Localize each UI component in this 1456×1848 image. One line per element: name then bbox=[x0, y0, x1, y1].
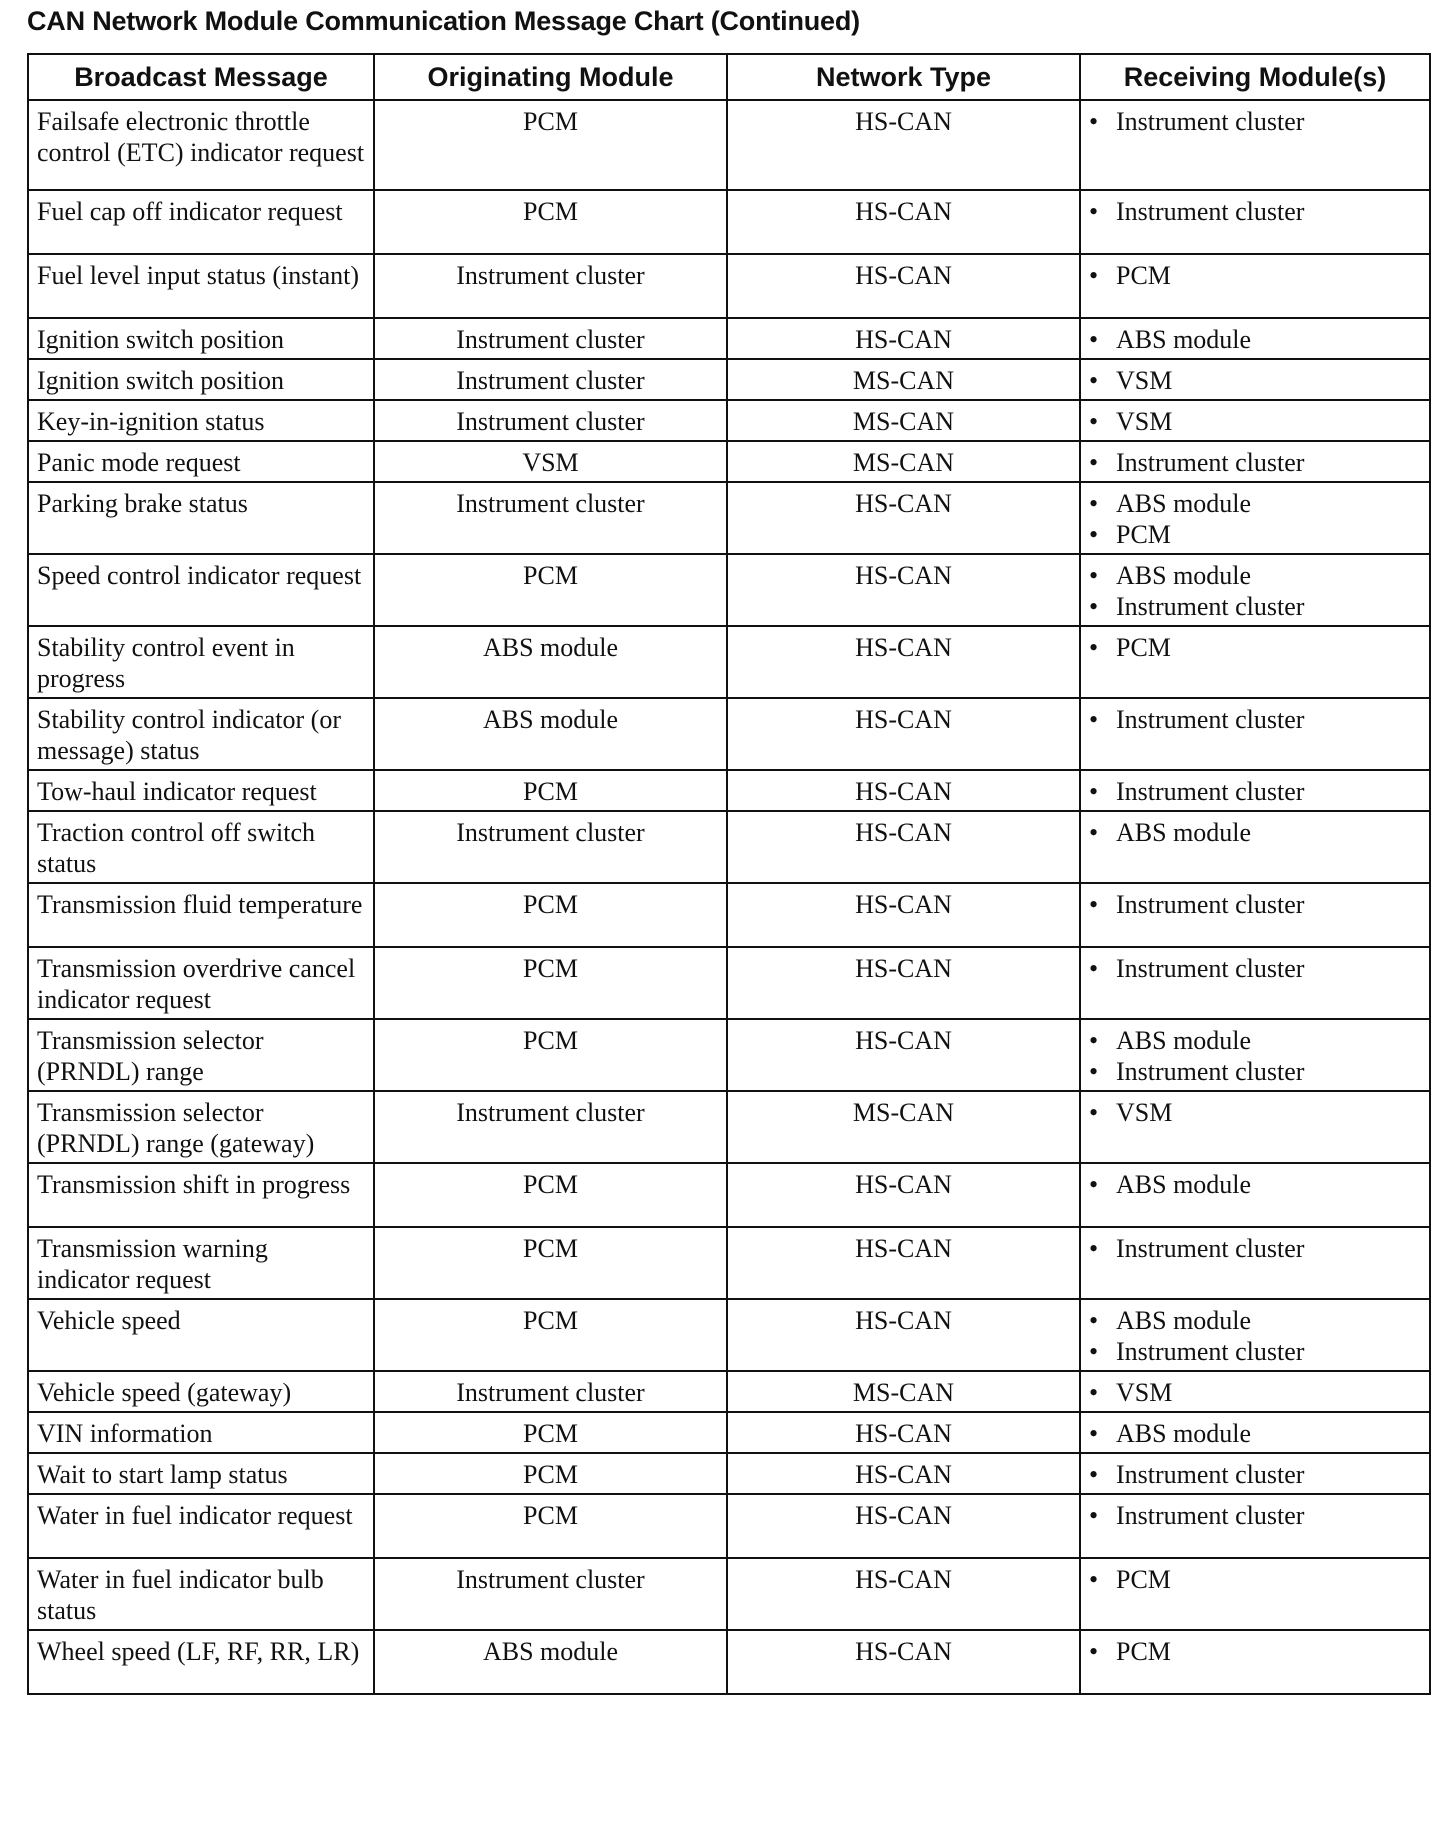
receiving-modules-list bbox=[1089, 889, 1421, 920]
broadcast-message-cell: Fuel level input status (instant) bbox=[28, 254, 374, 318]
receiving-modules-cell bbox=[1080, 626, 1430, 698]
broadcast-message-cell: Transmission fluid temperature bbox=[28, 883, 374, 947]
originating-module-cell: PCM bbox=[374, 190, 727, 254]
network-type-cell: HS-CAN bbox=[727, 254, 1080, 318]
receiving-module-item: • Instrument cluster bbox=[1089, 704, 1421, 735]
receiving-modules-list bbox=[1089, 1169, 1421, 1200]
originating-module-cell: PCM bbox=[374, 1453, 727, 1494]
receiving-modules-list bbox=[1089, 196, 1421, 227]
network-type-cell: HS-CAN bbox=[727, 947, 1080, 1019]
receiving-module-item: • Instrument cluster bbox=[1089, 889, 1421, 920]
message-chart-table bbox=[27, 53, 1431, 1695]
originating-module-cell: PCM bbox=[374, 1163, 727, 1227]
receiving-modules-list bbox=[1089, 1459, 1421, 1490]
broadcast-message-cell: Transmission warning indicator request bbox=[28, 1227, 374, 1299]
receiving-module-item: • Instrument cluster bbox=[1089, 591, 1421, 622]
receiving-modules-cell bbox=[1080, 1412, 1430, 1453]
network-type-cell: HS-CAN bbox=[727, 100, 1080, 190]
network-type-cell: MS-CAN bbox=[727, 400, 1080, 441]
network-type-cell: HS-CAN bbox=[727, 1558, 1080, 1630]
originating-module-cell: PCM bbox=[374, 554, 727, 626]
network-type-cell: HS-CAN bbox=[727, 1630, 1080, 1694]
receiving-module-item: • ABS module bbox=[1089, 1169, 1421, 1200]
receiving-module-item: • VSM bbox=[1089, 406, 1421, 437]
receiving-modules-cell bbox=[1080, 811, 1430, 883]
receiving-modules-cell bbox=[1080, 1630, 1430, 1694]
table-row bbox=[28, 554, 1430, 626]
table-header-row bbox=[28, 54, 1430, 100]
broadcast-message-cell: Stability control indicator (or message) status bbox=[28, 698, 374, 770]
originating-module-cell: Instrument cluster bbox=[374, 1091, 727, 1163]
originating-module-cell: Instrument cluster bbox=[374, 811, 727, 883]
receiving-modules-list bbox=[1089, 1305, 1421, 1367]
receiving-modules-cell bbox=[1080, 100, 1430, 190]
receiving-modules-cell bbox=[1080, 1371, 1430, 1412]
receiving-modules-cell bbox=[1080, 947, 1430, 1019]
receiving-module-item: • Instrument cluster bbox=[1089, 1500, 1421, 1531]
originating-module-cell: ABS module bbox=[374, 1630, 727, 1694]
receiving-module-item: • ABS module bbox=[1089, 817, 1421, 848]
originating-module-cell: Instrument cluster bbox=[374, 254, 727, 318]
network-type-cell: HS-CAN bbox=[727, 1299, 1080, 1371]
table-row bbox=[28, 359, 1430, 400]
table-row bbox=[28, 698, 1430, 770]
table-row bbox=[28, 1299, 1430, 1371]
table-row bbox=[28, 1412, 1430, 1453]
broadcast-message-cell: Water in fuel indicator bulb status bbox=[28, 1558, 374, 1630]
table-row bbox=[28, 883, 1430, 947]
receiving-module-item: • PCM bbox=[1089, 1636, 1421, 1667]
network-type-cell: MS-CAN bbox=[727, 359, 1080, 400]
broadcast-message-cell: Vehicle speed bbox=[28, 1299, 374, 1371]
originating-module-cell: Instrument cluster bbox=[374, 1371, 727, 1412]
broadcast-message-cell: Transmission overdrive cancel indicator request bbox=[28, 947, 374, 1019]
broadcast-message-cell: Wheel speed (LF, RF, RR, LR) bbox=[28, 1630, 374, 1694]
originating-module-cell: VSM bbox=[374, 441, 727, 482]
originating-module-cell: Instrument cluster bbox=[374, 359, 727, 400]
receiving-modules-cell bbox=[1080, 554, 1430, 626]
network-type-cell: MS-CAN bbox=[727, 441, 1080, 482]
receiving-modules-cell bbox=[1080, 1453, 1430, 1494]
receiving-modules-list bbox=[1089, 1636, 1421, 1667]
receiving-modules-list bbox=[1089, 1377, 1421, 1408]
broadcast-message-cell: Panic mode request bbox=[28, 441, 374, 482]
network-type-cell: HS-CAN bbox=[727, 554, 1080, 626]
header-broadcast-message: Broadcast Message bbox=[28, 54, 374, 100]
table-row bbox=[28, 1371, 1430, 1412]
network-type-cell: HS-CAN bbox=[727, 698, 1080, 770]
receiving-module-item: • VSM bbox=[1089, 365, 1421, 396]
table-row bbox=[28, 1227, 1430, 1299]
table-row bbox=[28, 441, 1430, 482]
receiving-modules-list bbox=[1089, 1500, 1421, 1531]
broadcast-message-cell: VIN information bbox=[28, 1412, 374, 1453]
table-row bbox=[28, 482, 1430, 554]
originating-module-cell: PCM bbox=[374, 1019, 727, 1091]
network-type-cell: HS-CAN bbox=[727, 1019, 1080, 1091]
receiving-module-item: • Instrument cluster bbox=[1089, 1336, 1421, 1367]
receiving-modules-list bbox=[1089, 817, 1421, 848]
network-type-cell: HS-CAN bbox=[727, 1163, 1080, 1227]
receiving-modules-cell bbox=[1080, 482, 1430, 554]
page-title: CAN Network Module Communication Message Chart (Continued) bbox=[27, 6, 860, 36]
table-row bbox=[28, 947, 1430, 1019]
table-row bbox=[28, 1019, 1430, 1091]
table-row bbox=[28, 1163, 1430, 1227]
receiving-module-item: • ABS module bbox=[1089, 560, 1421, 591]
receiving-modules-list bbox=[1089, 1564, 1421, 1595]
receiving-module-item: • ABS module bbox=[1089, 488, 1421, 519]
receiving-module-item: • VSM bbox=[1089, 1097, 1421, 1128]
network-type-cell: HS-CAN bbox=[727, 190, 1080, 254]
receiving-modules-cell bbox=[1080, 318, 1430, 359]
receiving-module-item: • PCM bbox=[1089, 519, 1421, 550]
table-body bbox=[28, 100, 1430, 1694]
receiving-modules-list bbox=[1089, 1097, 1421, 1128]
receiving-modules-cell bbox=[1080, 1494, 1430, 1558]
receiving-modules-cell bbox=[1080, 400, 1430, 441]
receiving-modules-list bbox=[1089, 106, 1421, 137]
network-type-cell: HS-CAN bbox=[727, 1412, 1080, 1453]
receiving-modules-cell bbox=[1080, 1299, 1430, 1371]
receiving-module-item: • Instrument cluster bbox=[1089, 1233, 1421, 1264]
receiving-module-item: • PCM bbox=[1089, 632, 1421, 663]
originating-module-cell: PCM bbox=[374, 883, 727, 947]
receiving-module-item: • ABS module bbox=[1089, 1418, 1421, 1449]
receiving-modules-list bbox=[1089, 704, 1421, 735]
originating-module-cell: PCM bbox=[374, 1412, 727, 1453]
broadcast-message-cell: Transmission selector (PRNDL) range (gateway) bbox=[28, 1091, 374, 1163]
receiving-modules-cell bbox=[1080, 1163, 1430, 1227]
originating-module-cell: PCM bbox=[374, 947, 727, 1019]
receiving-modules-cell bbox=[1080, 1019, 1430, 1091]
broadcast-message-cell: Transmission selector (PRNDL) range bbox=[28, 1019, 374, 1091]
receiving-modules-list bbox=[1089, 560, 1421, 622]
receiving-modules-cell bbox=[1080, 1558, 1430, 1630]
broadcast-message-cell: Ignition switch position bbox=[28, 359, 374, 400]
table-row bbox=[28, 1630, 1430, 1694]
receiving-modules-list bbox=[1089, 632, 1421, 663]
table-row bbox=[28, 811, 1430, 883]
originating-module-cell: PCM bbox=[374, 1299, 727, 1371]
receiving-modules-list bbox=[1089, 776, 1421, 807]
receiving-modules-list bbox=[1089, 1233, 1421, 1264]
receiving-modules-cell bbox=[1080, 883, 1430, 947]
receiving-module-item: • ABS module bbox=[1089, 324, 1421, 355]
receiving-module-item: • PCM bbox=[1089, 1564, 1421, 1595]
receiving-modules-cell bbox=[1080, 698, 1430, 770]
receiving-modules-list bbox=[1089, 953, 1421, 984]
receiving-modules-list bbox=[1089, 324, 1421, 355]
table-row bbox=[28, 318, 1430, 359]
originating-module-cell: Instrument cluster bbox=[374, 482, 727, 554]
receiving-module-item: • VSM bbox=[1089, 1377, 1421, 1408]
originating-module-cell: PCM bbox=[374, 770, 727, 811]
header-network-type: Network Type bbox=[727, 54, 1080, 100]
network-type-cell: HS-CAN bbox=[727, 318, 1080, 359]
receiving-modules-cell bbox=[1080, 1227, 1430, 1299]
originating-module-cell: PCM bbox=[374, 100, 727, 190]
receiving-module-item: • Instrument cluster bbox=[1089, 1459, 1421, 1490]
table-row bbox=[28, 1453, 1430, 1494]
receiving-module-item: • Instrument cluster bbox=[1089, 1056, 1421, 1087]
table-row bbox=[28, 1091, 1430, 1163]
header-originating-module: Originating Module bbox=[374, 54, 727, 100]
table-row bbox=[28, 1558, 1430, 1630]
receiving-modules-list bbox=[1089, 1025, 1421, 1087]
receiving-modules-list bbox=[1089, 365, 1421, 396]
network-type-cell: HS-CAN bbox=[727, 1227, 1080, 1299]
broadcast-message-cell: Speed control indicator request bbox=[28, 554, 374, 626]
broadcast-message-cell: Stability control event in progress bbox=[28, 626, 374, 698]
broadcast-message-cell: Parking brake status bbox=[28, 482, 374, 554]
receiving-modules-list bbox=[1089, 488, 1421, 550]
receiving-module-item: • Instrument cluster bbox=[1089, 776, 1421, 807]
broadcast-message-cell: Key-in-ignition status bbox=[28, 400, 374, 441]
broadcast-message-cell: Tow-haul indicator request bbox=[28, 770, 374, 811]
receiving-module-item: • Instrument cluster bbox=[1089, 196, 1421, 227]
originating-module-cell: PCM bbox=[374, 1227, 727, 1299]
table-row bbox=[28, 254, 1430, 318]
receiving-module-item: • PCM bbox=[1089, 260, 1421, 291]
network-type-cell: HS-CAN bbox=[727, 1494, 1080, 1558]
broadcast-message-cell: Water in fuel indicator request bbox=[28, 1494, 374, 1558]
table-row bbox=[28, 626, 1430, 698]
broadcast-message-cell: Traction control off switch status bbox=[28, 811, 374, 883]
receiving-modules-list bbox=[1089, 406, 1421, 437]
originating-module-cell: ABS module bbox=[374, 626, 727, 698]
table-row bbox=[28, 100, 1430, 190]
network-type-cell: HS-CAN bbox=[727, 811, 1080, 883]
network-type-cell: HS-CAN bbox=[727, 883, 1080, 947]
originating-module-cell: PCM bbox=[374, 1494, 727, 1558]
receiving-modules-cell bbox=[1080, 770, 1430, 811]
broadcast-message-cell: Fuel cap off indicator request bbox=[28, 190, 374, 254]
broadcast-message-cell: Wait to start lamp status bbox=[28, 1453, 374, 1494]
broadcast-message-cell: Failsafe electronic throttle control (ETC) indicator request bbox=[28, 100, 374, 190]
header-receiving-modules: Receiving Module(s) bbox=[1080, 54, 1430, 100]
receiving-modules-cell bbox=[1080, 441, 1430, 482]
receiving-modules-cell bbox=[1080, 359, 1430, 400]
network-type-cell: HS-CAN bbox=[727, 1453, 1080, 1494]
originating-module-cell: ABS module bbox=[374, 698, 727, 770]
receiving-module-item: • ABS module bbox=[1089, 1025, 1421, 1056]
table-row bbox=[28, 190, 1430, 254]
network-type-cell: HS-CAN bbox=[727, 626, 1080, 698]
table-row bbox=[28, 1494, 1430, 1558]
receiving-modules-cell bbox=[1080, 190, 1430, 254]
receiving-module-item: • Instrument cluster bbox=[1089, 953, 1421, 984]
receiving-modules-list bbox=[1089, 447, 1421, 478]
originating-module-cell: Instrument cluster bbox=[374, 318, 727, 359]
receiving-modules-cell bbox=[1080, 254, 1430, 318]
table-row bbox=[28, 770, 1430, 811]
network-type-cell: MS-CAN bbox=[727, 1091, 1080, 1163]
originating-module-cell: Instrument cluster bbox=[374, 1558, 727, 1630]
receiving-module-item: • Instrument cluster bbox=[1089, 447, 1421, 478]
receiving-module-item: • Instrument cluster bbox=[1089, 106, 1421, 137]
receiving-module-item: • ABS module bbox=[1089, 1305, 1421, 1336]
network-type-cell: HS-CAN bbox=[727, 770, 1080, 811]
originating-module-cell: Instrument cluster bbox=[374, 400, 727, 441]
receiving-modules-list bbox=[1089, 1418, 1421, 1449]
broadcast-message-cell: Transmission shift in progress bbox=[28, 1163, 374, 1227]
receiving-modules-cell bbox=[1080, 1091, 1430, 1163]
network-type-cell: HS-CAN bbox=[727, 482, 1080, 554]
broadcast-message-cell: Ignition switch position bbox=[28, 318, 374, 359]
table-row bbox=[28, 400, 1430, 441]
broadcast-message-cell: Vehicle speed (gateway) bbox=[28, 1371, 374, 1412]
receiving-modules-list bbox=[1089, 260, 1421, 291]
network-type-cell: MS-CAN bbox=[727, 1371, 1080, 1412]
